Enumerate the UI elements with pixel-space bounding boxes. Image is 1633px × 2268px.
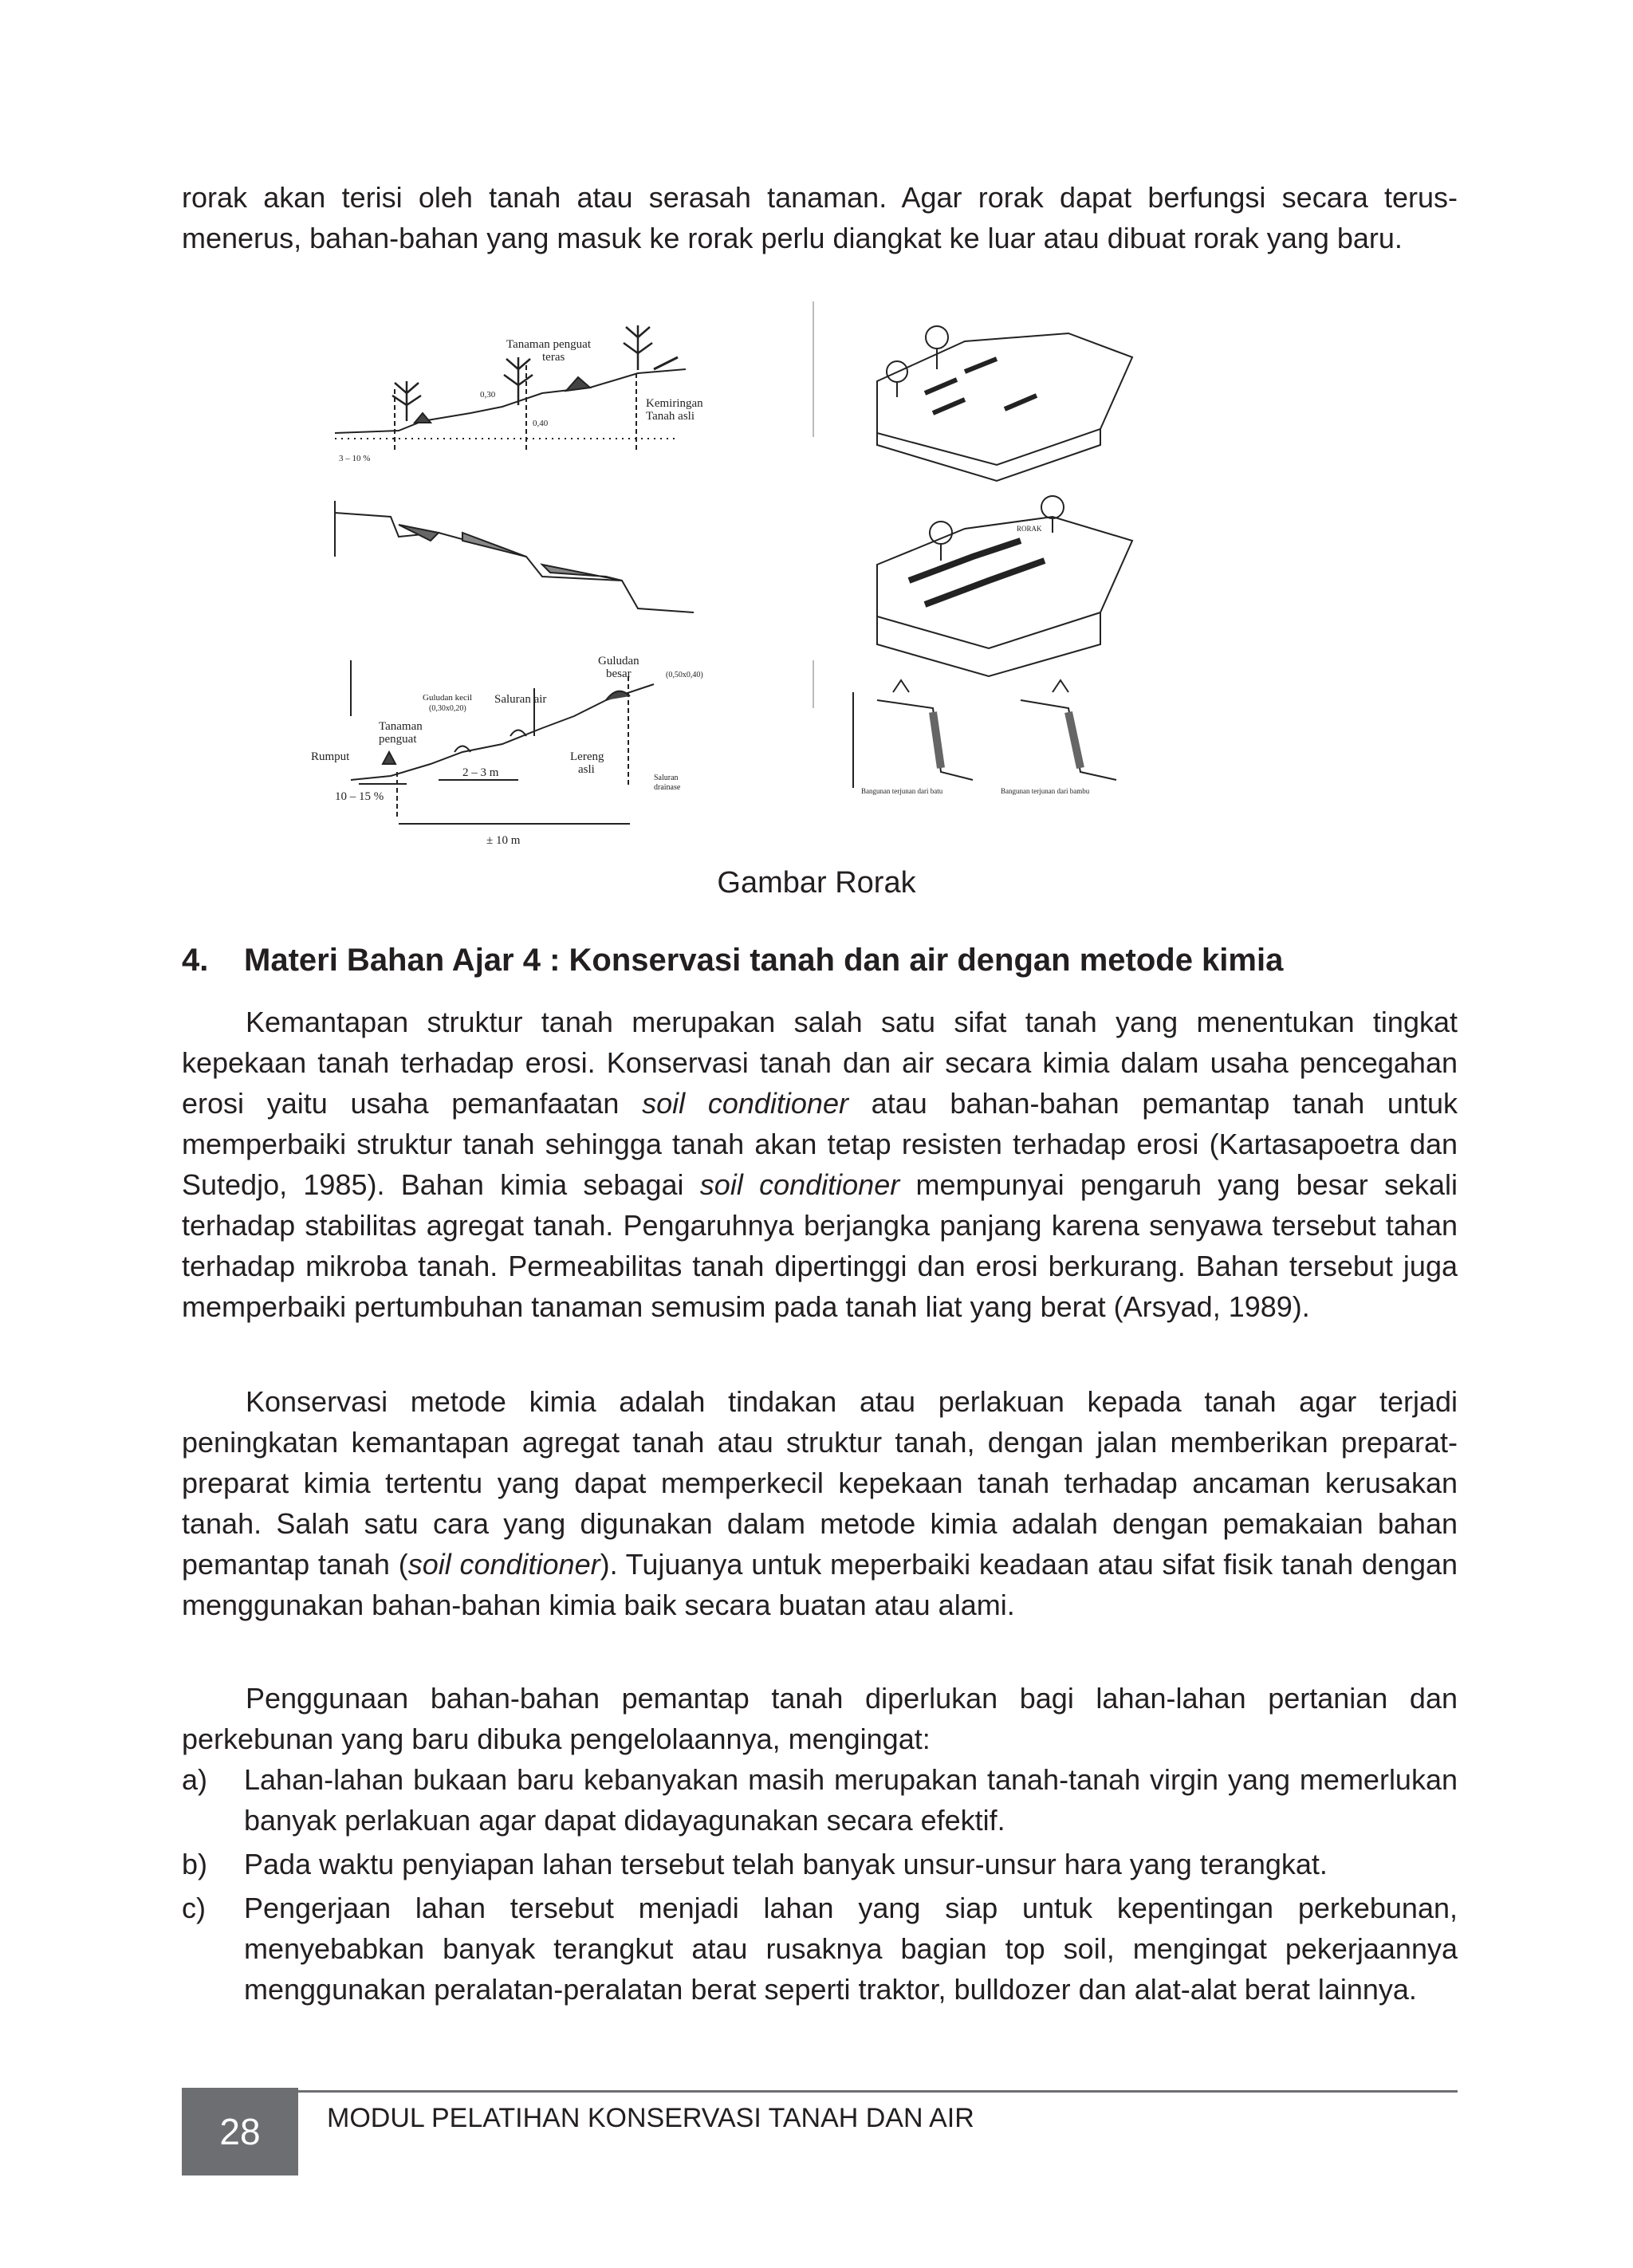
paragraph-3: Penggunaan bahan-bahan pemantap tanah diperlukan bagi lahan-lahan pertanian dan perkebunan yang baru dibuka pengelolaannya, mengingat:: [182, 1682, 1458, 1755]
label-terjunan-bambu: Bangunan terjunan dari bambu: [1001, 787, 1090, 795]
label-dim-10: ± 10 m: [486, 834, 521, 847]
label-guludan-kecil-dim: (0,30x0,20): [429, 704, 466, 713]
paragraph-1-term-1: soil conditioner: [642, 1087, 848, 1120]
list-item-text: Pada waktu penyiapan lahan tersebut telah banyak unsur-unsur hara yang terangkat.: [244, 1848, 1328, 1880]
paragraph-1-part-b: atau bahan-bahan pemantap tanah untuk memperbaiki struktur tanah sehingga tanah akan tetap resisten terhadap erosi (Kartasapoetra dan Sutedjo, 1985). Bahan kimia sebagai: [182, 1087, 1458, 1201]
paragraph-1-part-c: mempunyai pengaruh yang besar sekali terhadap stabilitas agregat tanah. Pengaruhnya berjangka panjang karena senyawa tersebut tahan terhadap mikroba tanah. Permeabilitas tanah dipertinggi dan erosi berkurang. Bahan tersebut juga memperbaiki pertumbuhan tanaman semusim pada tanah liat yang berat (Arsyad, 1989).: [182, 1168, 1458, 1323]
figure-caption: Gambar Rorak: [717, 866, 916, 900]
list-marker: c): [182, 1892, 206, 1924]
label-saluran-air: Saluran air: [494, 693, 547, 706]
label-dim-030: 0,30: [480, 390, 496, 400]
footer-rule: [298, 2090, 1458, 2093]
list-item-text: Lahan-lahan bukaan baru kebanyakan masih merupakan tanah-tanah virgin yang memerlukan banyak perlakuan agar dapat didayagunakan secara efektif.: [244, 1763, 1458, 1837]
label-guludan-besar-2: besar: [606, 667, 632, 680]
label-lereng-1: Lereng: [570, 750, 604, 763]
label-kemiringan-2: Tanah asli: [646, 410, 695, 423]
list-marker: b): [182, 1848, 208, 1880]
paragraph-1-term-2: soil conditioner: [699, 1168, 900, 1201]
label-saluran-drainase-1: Saluran: [654, 774, 679, 782]
paragraph-2-term: soil conditioner: [407, 1548, 600, 1581]
label-slope-10-15: 10 – 15 %: [335, 790, 384, 803]
label-kemiringan-1: Kemiringan: [646, 397, 703, 410]
paragraph-2-part-a: Konservasi metode kimia adalah tindakan atau perlakuan kepada tanah agar terjadi peningkatan kemantapan agregat tanah atau struktur tanah, dengan jalan memberikan preparat-preparat kimia tertentu yang dapat memperkecil kepekaan tanah terhadap ancaman kerusakan tanah. Salah satu cara yang digunakan dalam metode kimia adalah dengan pemakaian bahan pemantap tanah (: [182, 1385, 1458, 1581]
label-guludan-besar-dim: (0,50x0,40): [666, 671, 703, 679]
label-tanaman-penguat-1: Tanaman: [379, 720, 423, 733]
paragraph-1: [182, 1002, 1458, 1327]
terjunan-diagram: [853, 680, 1116, 788]
label-guludan-besar-1: Guludan: [598, 655, 639, 667]
section-heading: [182, 939, 1474, 981]
list-item-text: Pengerjaan lahan tersebut menjadi lahan yang siap untuk kepentingan perkebunan, menyebabkan banyak terangkut atau rusaknya bagian top soil, mengingat pekerjaannya menggunakan peralatan-peralatan berat seperti traktor, bulldozer dan alat-alat berat lainnya.: [244, 1892, 1458, 2006]
label-tanaman-penguat-teras-2: teras: [542, 351, 565, 364]
label-slope-3-10: 3 – 10 %: [339, 454, 371, 463]
label-rumput: Rumput: [311, 750, 350, 763]
label-tanaman-penguat-teras-1: Tanaman penguat: [506, 338, 591, 351]
terrace-diagram-2: [335, 501, 694, 612]
paragraph-1-part-a: Kemantapan struktur tanah merupakan salah satu sifat tanah yang menentukan tingkat kepekaan tanah terhadap erosi. Konservasi tanah dan air secara kimia dalam usaha pencegahan erosi yaitu usaha pemanfaatan: [182, 1006, 1458, 1120]
label-rorak: RORAK: [1017, 525, 1042, 533]
list-item: [182, 1844, 1458, 1884]
reason-list: [182, 1759, 1458, 2013]
section-title: Materi Bahan Ajar 4 : Konservasi tanah dan air dengan metode kimia: [244, 943, 1284, 978]
label-terjunan-batu: Bangunan terjunan dari batu: [861, 787, 943, 795]
label-dim-040: 0,40: [533, 419, 549, 428]
intro-paragraph: rorak akan terisi oleh tanah atau serasah tanaman. Agar rorak dapat berfungsi secara terus-menerus, bahan-bahan yang masuk ke rorak perlu diangkat ke luar atau dibuat rorak yang baru.: [182, 181, 1458, 254]
section-number: 4.: [182, 943, 209, 978]
list-marker: a): [182, 1763, 208, 1796]
paragraph-2-part-b: ). Tujuanya untuk meperbaiki keadaan atau sifat fisik tanah dengan menggunakan bahan-bahan kimia baik secara buatan atau alami.: [182, 1548, 1458, 1621]
list-item: [182, 1888, 1458, 2010]
block-diagram-2: [877, 496, 1132, 676]
label-tanaman-penguat-2: penguat: [379, 733, 417, 746]
rorak-figure: [303, 293, 1340, 852]
page-number: 28: [182, 2088, 298, 2175]
label-guludan-kecil: Guludan kecil: [423, 693, 473, 703]
block-diagram-1: [877, 326, 1132, 481]
label-dim-2-3: 2 – 3 m: [462, 766, 499, 779]
label-lereng-2: asli: [578, 763, 595, 776]
paragraph-2: [182, 1381, 1458, 1625]
list-item: [182, 1759, 1458, 1841]
label-saluran-drainase-2: drainase: [654, 783, 681, 792]
footer-title: MODUL PELATIHAN KONSERVASI TANAH DAN AIR: [327, 2103, 974, 2133]
